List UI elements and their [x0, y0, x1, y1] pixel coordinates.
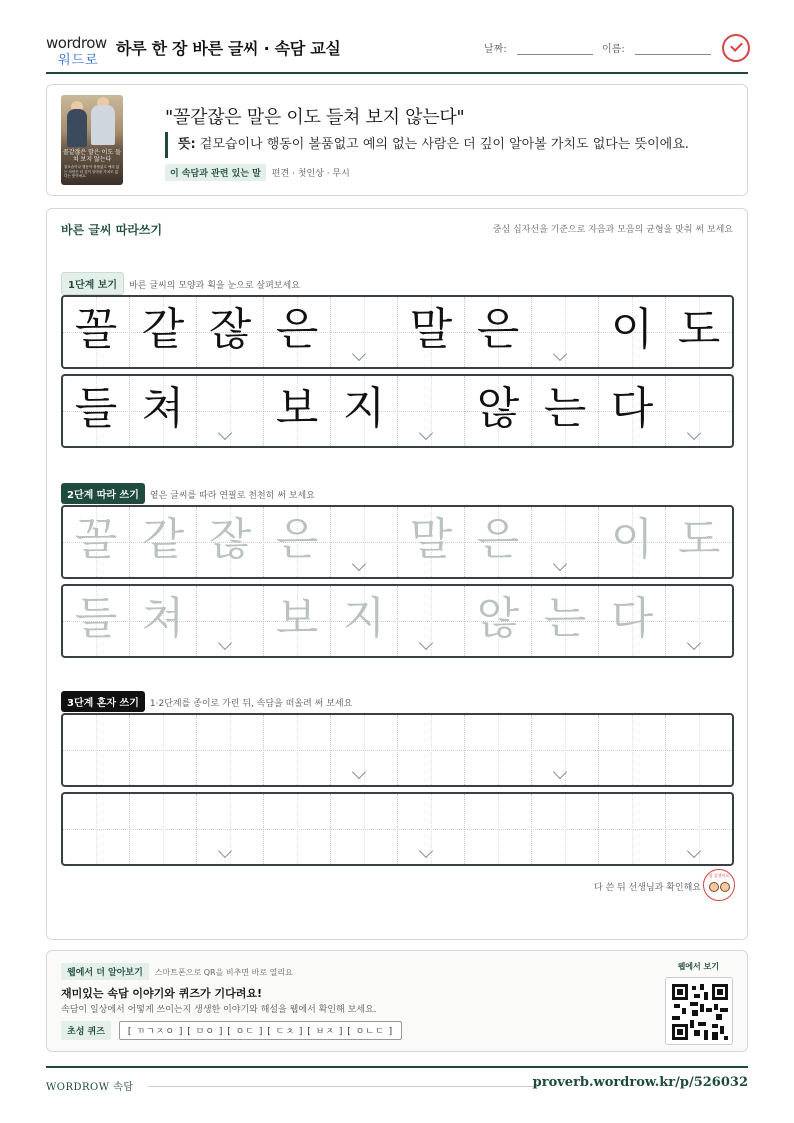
- grid-center-line: [431, 586, 432, 656]
- grid-center-line: [364, 507, 365, 577]
- grid-character: 들: [74, 383, 118, 434]
- qr-code-graphic: [672, 984, 728, 1040]
- face-icon: [709, 882, 719, 892]
- grid-character: 쳐: [141, 383, 185, 434]
- name-field[interactable]: [602, 40, 711, 55]
- grid-character: 도: [677, 304, 721, 355]
- step3-tag: 3단계 혼자 쓰기: [61, 691, 145, 712]
- grid-cell[interactable]: [130, 715, 197, 785]
- stamp-text: 참 잘했어요: [708, 873, 730, 878]
- date-field[interactable]: [484, 40, 593, 55]
- step1-tag: 1단계 보기: [61, 272, 124, 295]
- grid-cell[interactable]: [398, 794, 465, 864]
- grid-cell[interactable]: [666, 507, 733, 577]
- grid-cell[interactable]: [599, 507, 666, 577]
- date-line[interactable]: [517, 43, 593, 55]
- page-header: [46, 30, 748, 74]
- grid-character: 같: [141, 514, 185, 565]
- grid-cell: [599, 297, 666, 367]
- grid-center-line: [431, 794, 432, 864]
- grid-character: 은: [476, 304, 520, 355]
- grid-cell[interactable]: [532, 507, 599, 577]
- grid-cell[interactable]: [532, 715, 599, 785]
- grid-character: 말: [409, 514, 453, 565]
- grid-cell[interactable]: [398, 586, 465, 656]
- check-note: 다 쓴 뒤 선생님과 확인해요: [593, 883, 701, 893]
- check-stamp-icon: [722, 34, 750, 62]
- grid-character: 않: [476, 593, 520, 644]
- grid-center-line: [431, 376, 432, 446]
- grid-cell: [264, 376, 331, 446]
- step2-tag: 2단계 따라 쓰기: [61, 483, 145, 504]
- grid-character: 꼴: [74, 514, 118, 565]
- grid-cell[interactable]: [331, 586, 398, 656]
- grid-cell: [130, 297, 197, 367]
- grid-cell[interactable]: [599, 715, 666, 785]
- grid-cell[interactable]: [63, 586, 130, 656]
- meaning-label: 뜻:: [178, 137, 196, 152]
- step2-desc: 옅은 글씨를 따라 연필로 천천히 써 보세요: [149, 491, 315, 501]
- grid-cell[interactable]: [63, 507, 130, 577]
- grid-cell: [264, 297, 331, 367]
- step2-row1[interactable]: [61, 505, 734, 579]
- grid-center-line: [565, 297, 566, 367]
- qr-title: 웹에서 보기: [677, 962, 719, 971]
- grid-cell[interactable]: [197, 794, 264, 864]
- grid-center-line: [565, 794, 566, 864]
- step1-desc: 바른 글씨의 모양과 획을 눈으로 살펴보세요: [129, 281, 300, 291]
- grid-character: 은: [275, 514, 319, 565]
- grid-cell[interactable]: [465, 586, 532, 656]
- grid-cell[interactable]: [331, 715, 398, 785]
- grid-center-line: [230, 586, 231, 656]
- grid-cell: [599, 376, 666, 446]
- step1-row2: [61, 374, 734, 448]
- quiz-label: 초성 퀴즈: [61, 1021, 111, 1040]
- grid-cell[interactable]: [264, 507, 331, 577]
- web-tag: 웹에서 더 알아보기: [61, 963, 149, 980]
- step3-row1[interactable]: [61, 713, 734, 787]
- grid-cell[interactable]: [532, 586, 599, 656]
- meaning: [165, 132, 689, 158]
- grid-center-line: [699, 376, 700, 446]
- grid-cell[interactable]: [63, 715, 130, 785]
- proverb-illustration: [61, 95, 123, 185]
- grid-character: 지: [342, 593, 386, 644]
- grid-center-line: [297, 794, 298, 864]
- grid-character: 는: [543, 383, 587, 434]
- grid-cell: [666, 376, 733, 446]
- grid-center-line: [565, 715, 566, 785]
- chosung-quiz: [61, 1021, 402, 1040]
- web-tag-desc: 스마트폰으로 QR을 비추면 바로 열리요: [154, 968, 293, 977]
- grid-cell[interactable]: [264, 715, 331, 785]
- grid-cell[interactable]: [599, 794, 666, 864]
- grid-cell: [532, 297, 599, 367]
- grid-cell[interactable]: [398, 507, 465, 577]
- grid-center-line: [498, 794, 499, 864]
- grid-character: 은: [275, 304, 319, 355]
- grid-cell[interactable]: [130, 586, 197, 656]
- grid-cell: [331, 297, 398, 367]
- illustration-caption-small: 겉모습이나 행동이 볼품없고 예의 없는 사람은 더 깊이 알아볼 가치도 없다는 뜻이에요.: [64, 165, 120, 178]
- grid-cell: [666, 297, 733, 367]
- figure-body-icon: [91, 105, 115, 145]
- grid-center-line: [230, 715, 231, 785]
- web-description: 속담이 일상에서 어떻게 쓰이는지 생생한 이야기와 해설을 웹에서 확인해 보세요.: [61, 1005, 377, 1015]
- grid-cell: [63, 376, 130, 446]
- grid-cell: [465, 297, 532, 367]
- grid-cell[interactable]: [465, 794, 532, 864]
- grid-character: 보: [275, 593, 319, 644]
- grid-center-line: [364, 794, 365, 864]
- grid-character: 말: [409, 304, 453, 355]
- grid-center-line: [632, 715, 633, 785]
- practice-hint: 중심 십자선을 기준으로 자음과 모음의 균형을 맞춰 써 보세요: [492, 225, 733, 235]
- name-label: 이름:: [602, 44, 625, 55]
- teacher-stamp-icon: [703, 869, 735, 901]
- grid-center-line: [364, 297, 365, 367]
- grid-cell[interactable]: [331, 794, 398, 864]
- grid-cell: [63, 297, 130, 367]
- web-card: [46, 950, 748, 1052]
- related-list: 편견 · 첫인상 · 무시: [271, 169, 350, 179]
- grid-character: 같: [141, 304, 185, 355]
- grid-character: 잖: [208, 304, 252, 355]
- grid-cell[interactable]: [599, 586, 666, 656]
- grid-center-line: [163, 715, 164, 785]
- grid-character: 꼴: [74, 304, 118, 355]
- grid-cell[interactable]: [666, 586, 733, 656]
- grid-cell[interactable]: [532, 794, 599, 864]
- grid-character: 들: [74, 593, 118, 644]
- web-header: [61, 963, 293, 980]
- step2-row2[interactable]: [61, 584, 734, 658]
- grid-center-line: [699, 794, 700, 864]
- figure-body-icon: [67, 109, 87, 147]
- grid-center-line: [632, 794, 633, 864]
- related-words: [165, 164, 350, 181]
- practice-card: [46, 208, 748, 940]
- grid-character: 쳐: [141, 593, 185, 644]
- qr-code-icon[interactable]: [665, 977, 733, 1045]
- grid-cell[interactable]: [197, 715, 264, 785]
- grid-cell: [398, 297, 465, 367]
- grid-character: 않: [476, 383, 520, 434]
- quiz-box: [ ㄲㄱㅈㅇ ] [ ㅁㅇ ] [ ㅇㄷ ] [ ㄷㅊ ] [ ㅂㅈ ] [ ㅇㄴㄷ ]: [119, 1021, 402, 1040]
- grid-cell: [331, 376, 398, 446]
- page-footer: [46, 1066, 748, 1098]
- step2-header: [61, 483, 315, 504]
- meaning-text: 겉모습이나 행동이 볼품없고 예의 없는 사람은 더 깊이 알아볼 가치도 없다는 뜻이에요.: [199, 137, 689, 152]
- grid-center-line: [297, 715, 298, 785]
- grid-cell: [130, 376, 197, 446]
- grid-character: 지: [342, 383, 386, 434]
- step1-row1: [61, 295, 734, 369]
- grid-cell[interactable]: [130, 794, 197, 864]
- page-title: 하루 한 장 바른 글씨 · 속담 교실: [116, 39, 341, 58]
- grid-center-line: [431, 715, 432, 785]
- grid-center-line: [699, 715, 700, 785]
- grid-cell: [398, 376, 465, 446]
- grid-character: 은: [476, 514, 520, 565]
- face-icon: [720, 882, 730, 892]
- grid-cell: [197, 376, 264, 446]
- grid-center-line: [364, 715, 365, 785]
- grid-center-line: [230, 376, 231, 446]
- practice-title: 바른 글씨 따라쓰기: [61, 223, 163, 237]
- footer-url-link[interactable]: proverb.wordrow.kr/p/526032: [532, 1075, 748, 1090]
- grid-cell[interactable]: [331, 507, 398, 577]
- grid-center-line: [498, 715, 499, 785]
- grid-cell[interactable]: [63, 794, 130, 864]
- step3-desc: 1·2단계를 종이로 가린 뒤, 속담을 떠올려 써 보세요: [149, 699, 353, 709]
- grid-center-line: [230, 794, 231, 864]
- grid-cell[interactable]: [465, 507, 532, 577]
- grid-cell: [197, 297, 264, 367]
- grid-cell[interactable]: [264, 586, 331, 656]
- logo-korean: 워드로: [58, 53, 99, 68]
- grid-character: 잖: [208, 514, 252, 565]
- grid-center-line: [96, 794, 97, 864]
- grid-cell[interactable]: [398, 715, 465, 785]
- step3-header: [61, 691, 352, 712]
- proverb-text: "꼴같잖은 말은 이도 들쳐 보지 않는다": [165, 107, 465, 128]
- footer-brand: WORDROW 속담: [46, 1082, 134, 1093]
- grid-character: 이: [610, 514, 654, 565]
- grid-center-line: [163, 794, 164, 864]
- related-label: 이 속담과 관련 있는 말: [165, 164, 266, 181]
- web-headline: 재미있는 속담 이야기와 퀴즈가 기다려요!: [61, 987, 262, 1000]
- grid-cell[interactable]: [197, 507, 264, 577]
- grid-character: 다: [610, 383, 654, 434]
- grid-cell[interactable]: [666, 794, 733, 864]
- grid-character: 는: [543, 593, 587, 644]
- date-label: 날짜:: [484, 44, 507, 55]
- grid-center-line: [565, 507, 566, 577]
- step3-row2[interactable]: [61, 792, 734, 866]
- grid-cell[interactable]: [130, 507, 197, 577]
- wordrow-logo[interactable]: [46, 34, 108, 66]
- grid-center-line: [699, 586, 700, 656]
- grid-character: 이: [610, 304, 654, 355]
- grid-character: 다: [610, 593, 654, 644]
- grid-cell[interactable]: [197, 586, 264, 656]
- name-line[interactable]: [635, 43, 711, 55]
- grid-character: 보: [275, 383, 319, 434]
- grid-cell[interactable]: [465, 715, 532, 785]
- illustration-caption: 꼴같잖은 말은 이도 들쳐 보지 않는다: [63, 149, 121, 163]
- logo-text: wordrow: [46, 34, 107, 52]
- grid-cell: [465, 376, 532, 446]
- proverb-card: [46, 84, 748, 196]
- grid-cell[interactable]: [264, 794, 331, 864]
- grid-center-line: [96, 715, 97, 785]
- grid-cell: [532, 376, 599, 446]
- step1-header: [61, 272, 300, 295]
- grid-character: 도: [677, 514, 721, 565]
- footer-divider: [148, 1086, 538, 1087]
- grid-cell[interactable]: [666, 715, 733, 785]
